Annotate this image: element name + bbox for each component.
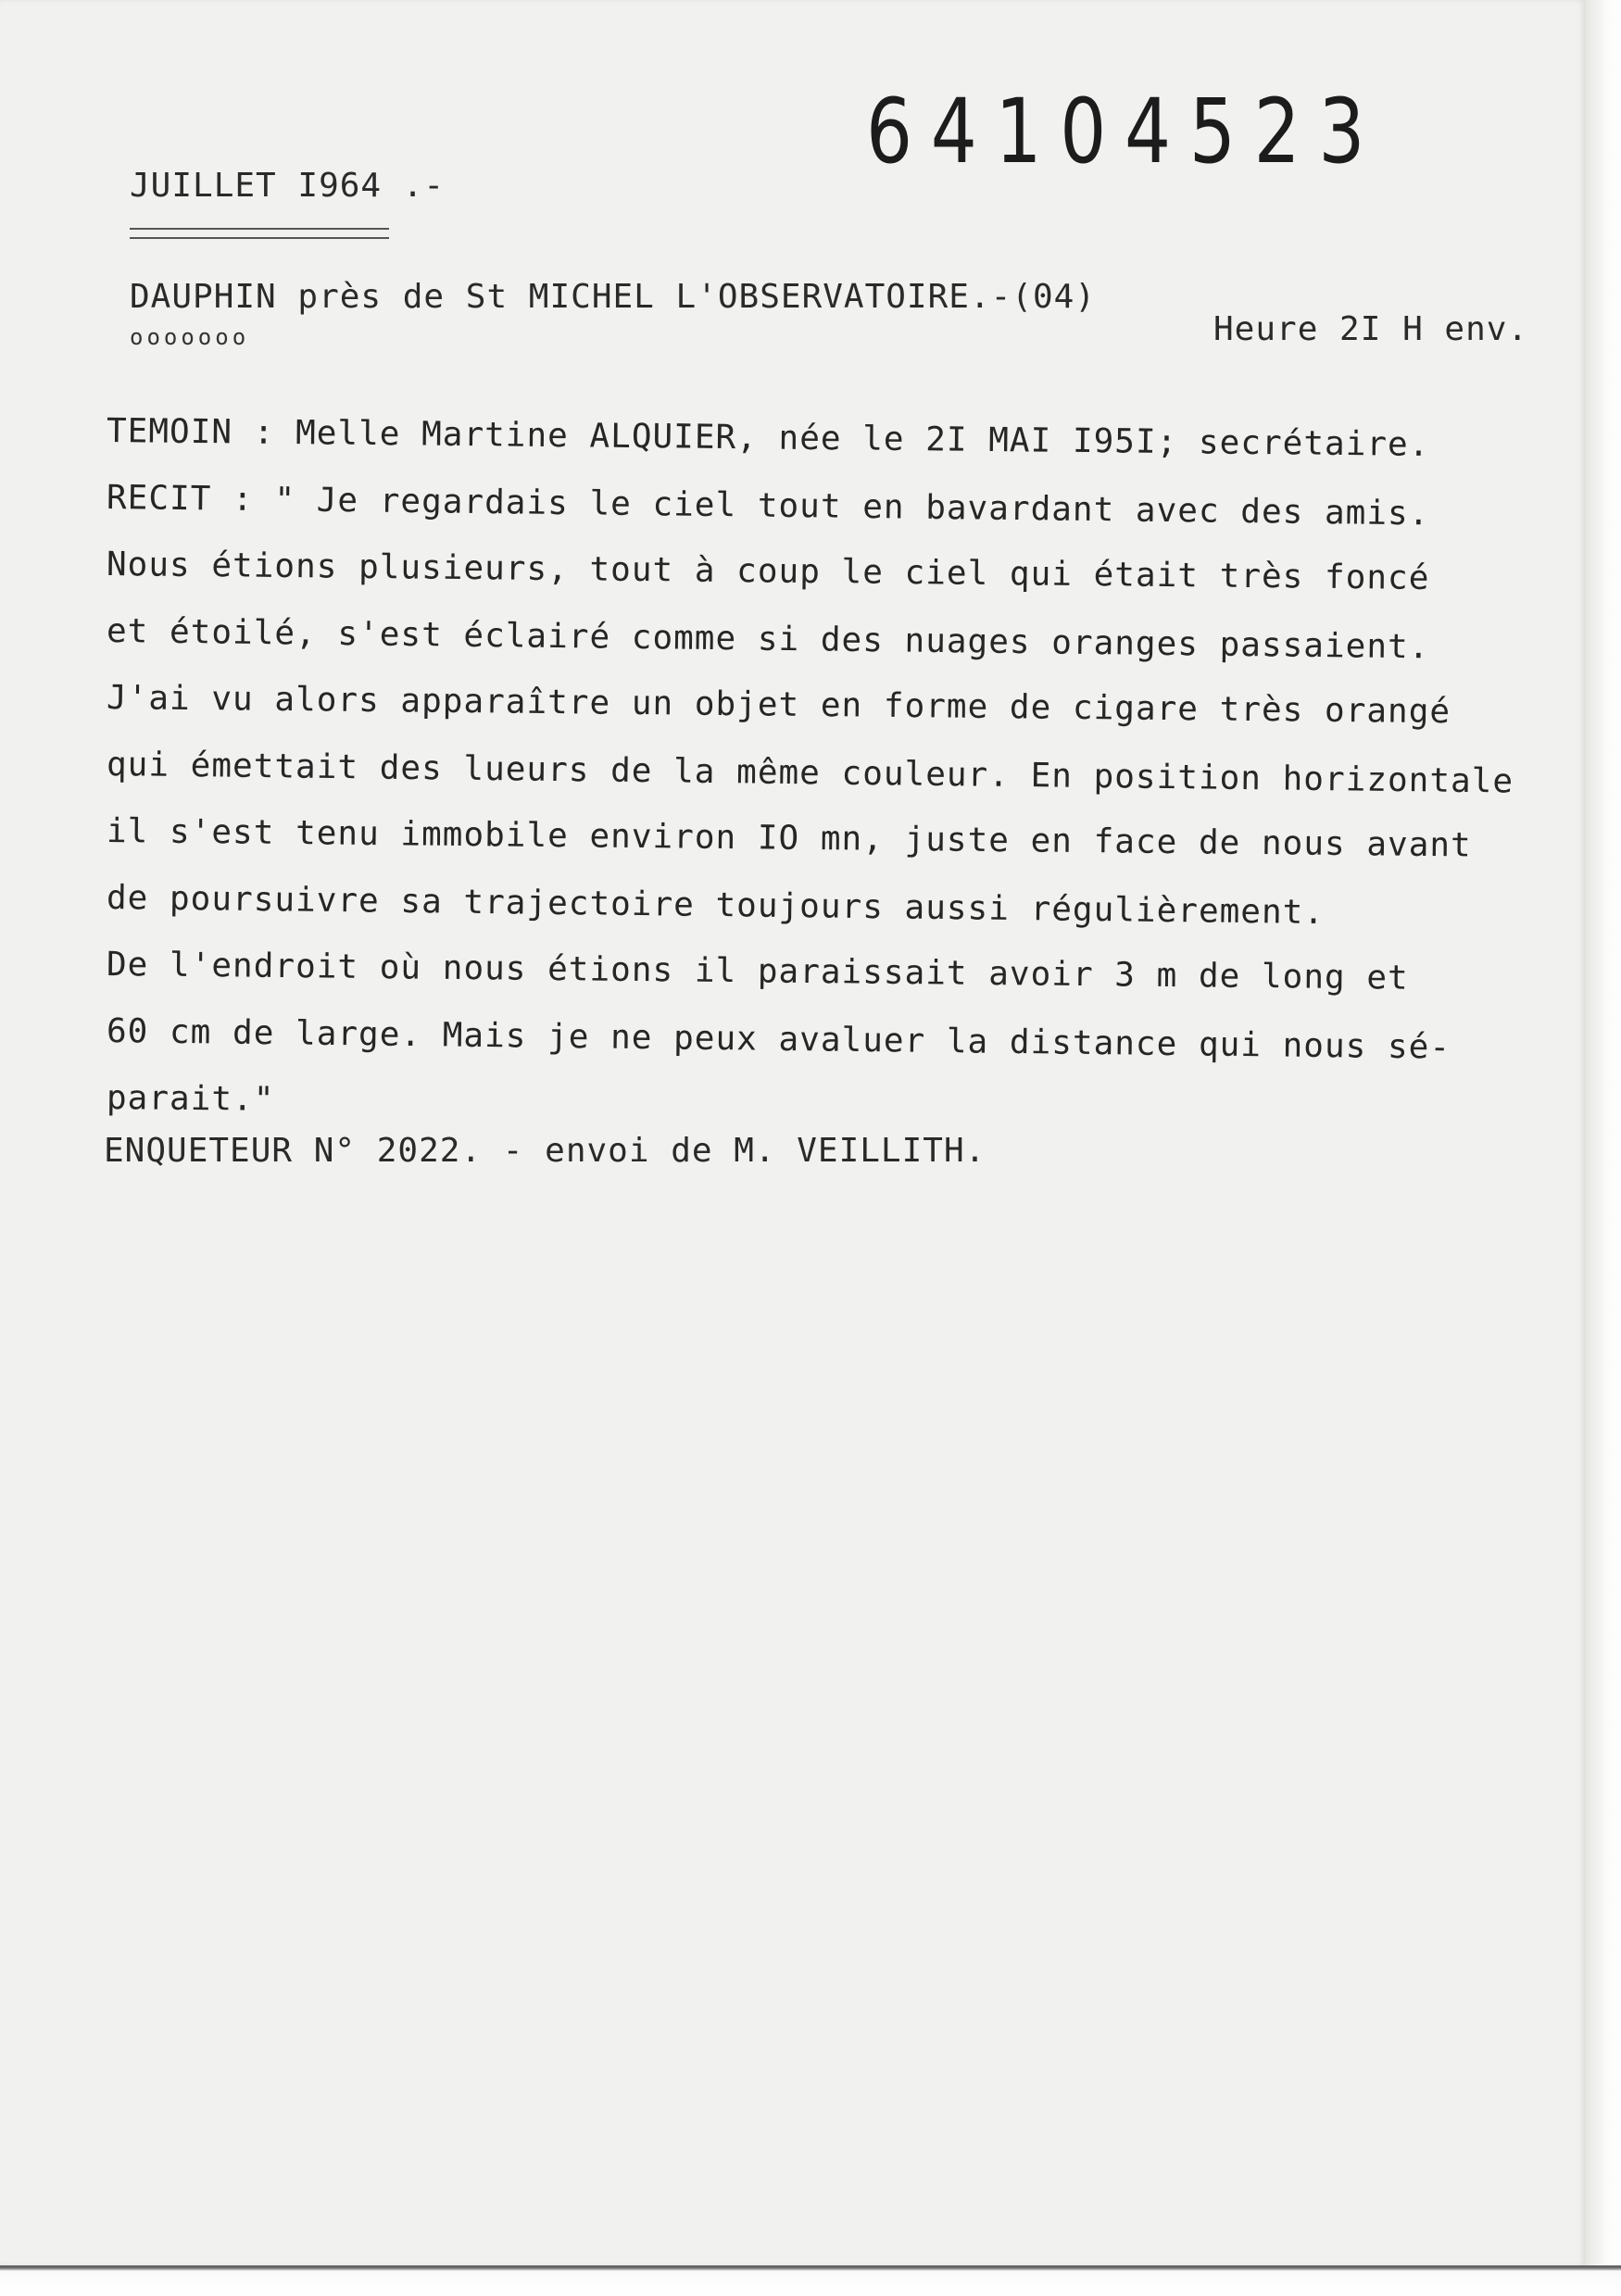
hour-line: Heure 2I H env. [1213,310,1529,348]
account-line: et étoilé, s'est éclairé comme si des nuages oranges passaient. [106,612,1430,667]
scan-right-edge [1586,0,1621,2296]
scan-bottom-edge [0,2265,1621,2296]
location-line: DAUPHIN près de St MICHEL L'OBSERVATOIRE.-(04) [130,278,1096,316]
account-line: de poursuivre sa trajectoire toujours aussi régulièrement. [106,879,1326,933]
account-line: qui émettait des lueurs de la même couleur. En position horizontale [106,746,1514,801]
account-line: Nous étions plusieurs, tout à coup le ciel qui était très foncé [106,546,1430,597]
document-number: 64104523 [866,80,1384,183]
report-body [107,398,1514,1132]
account-line: De l'endroit où nous étions il paraissait avoir 3 m de long et [106,946,1409,997]
witness-line: TEMOIN : Melle Martine ALQUIER, née le 2I MAI I95I; secrétaire. [106,412,1430,464]
account-line: RECIT : " Je regardais le ciel tout en bavardant avec des amis. [106,479,1430,533]
date-line: JUILLET I964 .- [130,167,446,205]
account-line: il s'est tenu immobile environ IO mn, juste en face de nous avant [106,812,1472,865]
date-underline [130,228,389,239]
account-line: parait." [106,1079,275,1119]
account-line: 60 cm de large. Mais je ne peux avaluer la distance qui nous sé- [106,1012,1451,1067]
location-underline-circles: ooooooo [130,324,250,350]
investigator-line: ENQUETEUR N° 2022. - envoi de M. VEILLITH. [104,1132,986,1170]
account-line: J'ai vu alors apparaître un objet en forme de cigare très orangé [106,679,1451,732]
